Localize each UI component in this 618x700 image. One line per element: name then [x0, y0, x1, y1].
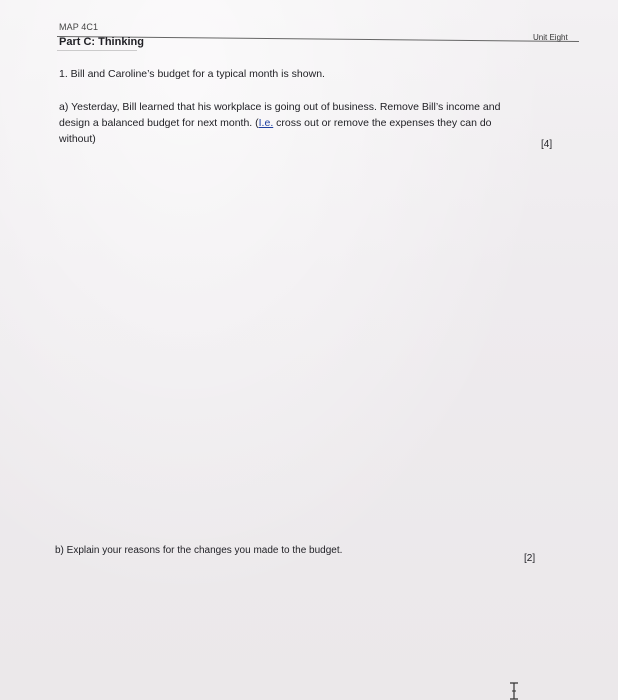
part-b-marks: [2]: [524, 553, 536, 564]
part-a-line-2: [59, 115, 559, 131]
part-b-prompt: b) Explain your reasons for the changes you made to the budget.: [55, 545, 343, 556]
question-1-prompt: 1. Bill and Caroline’s budget for a typical month is shown.: [59, 68, 325, 80]
unit-label: Unit Eight: [533, 33, 568, 42]
course-code: MAP 4C1: [59, 22, 99, 32]
part-a-line-3: without): [59, 133, 96, 145]
text-cursor-icon: [508, 682, 520, 700]
section-divider: [57, 50, 137, 51]
part-a-line-1: a) Yesterday, Bill learned that his workplace is going out of business. Remove Bill’s income and: [59, 101, 501, 113]
section-title: Part C: Thinking: [59, 36, 144, 48]
part-a-marks: [4]: [541, 139, 553, 150]
part-a-line-2-end: cross out or remove the expenses they can do: [273, 117, 492, 129]
part-a-instructions: [59, 99, 559, 147]
ie-abbreviation: I.e.: [258, 117, 274, 129]
part-a-line-2-start: design a balanced budget for next month. (: [59, 117, 259, 129]
